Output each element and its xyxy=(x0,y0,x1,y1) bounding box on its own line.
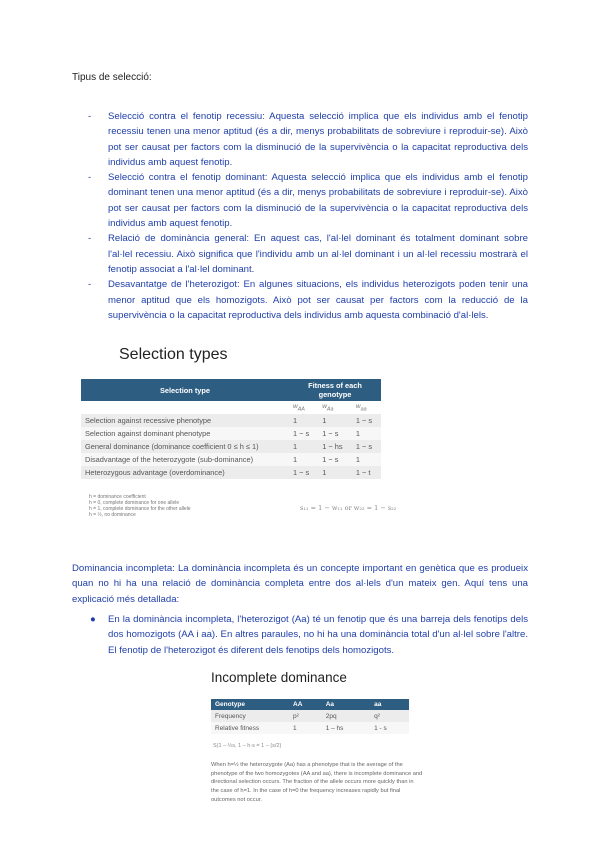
cell: 1 − t xyxy=(352,466,381,479)
cell: 1 − s xyxy=(289,427,318,440)
blank-cell xyxy=(81,401,289,414)
table-row xyxy=(81,427,381,440)
note-line: h = dominance coefficient xyxy=(89,494,146,500)
list-item-text: Selecció contra el fenotip recessiu: Aquesta selecció implica que els individus amb el fenotip recessiu tenen una menor aptitud (és a dir, menys probabilitats de sobreviure i reproduir-se). Això pot ser causat per factors com la disminució de la supervivència o la capacitat reproductiva dels individus amb aquest fenotip. xyxy=(108,111,528,168)
cell: 1 xyxy=(289,453,318,466)
col-aa: aa xyxy=(370,699,409,710)
note-line: h = ½, no dominance xyxy=(89,512,136,518)
cell: p² xyxy=(289,710,322,722)
page-heading: Tipus de selecció: xyxy=(72,72,152,83)
cell: 1 − s xyxy=(318,427,352,440)
list-item xyxy=(88,109,528,170)
cell: 1 - s xyxy=(370,722,409,734)
cell: 1 − s xyxy=(318,453,352,466)
table-header-row xyxy=(81,379,381,401)
selection-types-list xyxy=(88,109,528,323)
dash-marker: - xyxy=(88,233,92,245)
cell: 1 xyxy=(289,722,322,734)
selection-types-table xyxy=(81,379,381,479)
cell: 1 xyxy=(289,440,318,453)
list-item xyxy=(88,170,528,231)
cell: 1 − s xyxy=(352,440,381,453)
sub-waa: $w_{aa}$ xyxy=(352,401,381,414)
list-item-text: En la dominància incompleta, l'heterozigot (Aa) té un fenotip que és una barreja dels fenotips dels dos homozigots (AA i aa). En altres paraules, no hi ha una dominància total d'un al·lel sobre l'altre. El fenotip de l'heterozigot és diferent dels fenotips dels homozigots. xyxy=(108,614,528,656)
table-row xyxy=(81,440,381,453)
cell: 1 − hs xyxy=(318,440,352,453)
cell: 1 xyxy=(289,414,318,427)
list-item-text: Relació de dominància general: En aquest cas, l'al·lel dominant és totalment dominant sobre l'al·lel recessiu. Això significa que l'individu amb un al·lel dominant i un al·lel recessiu mostrarà el fenotip associat a l'al·lel dominant. xyxy=(108,233,528,275)
list-item-text: Selecció contra el fenotip dominant: Aquesta selecció implica que els individus amb el fenotip dominant tenen una menor aptitud (és a dir, menys probabilitats de sobreviure i reproduir-se). Això pot ser causat per factors com la disminució de la supervivència o la capacitat reproductiva dels individus amb aquest fenotip. xyxy=(108,172,528,230)
cell: 1 xyxy=(352,427,381,440)
figure1-notes xyxy=(89,494,191,518)
note-line: h = 0, complete dominance for one allele xyxy=(89,500,180,506)
figure2-formula: S(1 – ½s, 1 – h·s = 1 – (s/2) xyxy=(213,743,282,749)
sub-wAa: $w_{Aa}$ xyxy=(318,401,352,414)
cell: 1 − s xyxy=(352,414,381,427)
list-item xyxy=(88,277,528,323)
cell: q² xyxy=(370,710,409,722)
row-label: General dominance (dominance coefficient 0 ≤ h ≤ 1) xyxy=(81,440,289,453)
cell: 2pq xyxy=(322,710,370,722)
figure2-description: When h=½ the heterozygote (Aa) has a phenotype that is the average of the phenotype of the two homozygotes (AA and aa), there is incomplete dominance and directional selection occurs. The fraction of the allele occurs more quickly than in the case of h=1. In the case of h=0 the frequency increases rapidly but final outcomes not occur. xyxy=(211,762,423,803)
row-label: Relative fitness xyxy=(211,722,289,734)
list-item xyxy=(88,612,528,658)
cell: 1 xyxy=(318,466,352,479)
list-item-text: Desavantatge de l'heterozigot: En algunes situacions, els individus heterozigots poden tenir una menor aptitud que els homozigots. Això pot ser causat per factors com la reducció de la supervivència o la capacitat reproductiva dels individus amb aquesta combinació d'al·lels. xyxy=(108,279,528,321)
row-label: Selection against dominant phenotype xyxy=(81,427,289,440)
table-header-row xyxy=(211,699,409,710)
figure1-formula: s₁₁ = 1 − w₁₁ or w₂₂ = 1 − s₂₂ xyxy=(300,504,397,512)
cell: 1 xyxy=(352,453,381,466)
table-row xyxy=(81,453,381,466)
figure1-title: Selection types xyxy=(119,346,228,363)
note-line: h = 1, complete dominance for the other allele xyxy=(89,506,191,512)
dash-marker: - xyxy=(88,111,92,122)
list-item xyxy=(88,231,528,277)
dash-marker: - xyxy=(88,172,92,184)
cell: 1 xyxy=(318,414,352,427)
cell: 1 – hs xyxy=(322,722,370,734)
row-label: Selection against recessive phenotype xyxy=(81,414,289,427)
incomplete-dominance-paragraph: Dominancia incompleta: La dominància incompleta és un concepte important en genètica que es produeix quan no hi ha una relació de dominància completa entre dos al·lels d'un mateix gen. Aquí tens una explicació més detallada: xyxy=(72,563,528,605)
col-fitness: Fitness of each genotype xyxy=(289,379,381,401)
incomplete-dominance-list xyxy=(88,612,528,658)
table-row xyxy=(211,710,409,722)
dash-marker: - xyxy=(88,279,92,291)
col-genotype: Genotype xyxy=(211,699,289,710)
col-AA: AA xyxy=(289,699,322,710)
figure2-title: Incomplete dominance xyxy=(211,670,347,685)
col-selection-type: Selection type xyxy=(81,379,289,401)
cell: 1 − s xyxy=(289,466,318,479)
table-row xyxy=(211,722,409,734)
incomplete-dominance-table xyxy=(211,699,409,734)
table-subheader-row xyxy=(81,401,381,414)
table-row xyxy=(81,466,381,479)
col-Aa: Aa xyxy=(322,699,370,710)
row-label: Frequency xyxy=(211,710,289,722)
row-label: Disadvantage of the heterozygote (sub-dominance) xyxy=(81,453,289,466)
row-label: Heterozygous advantage (overdominance) xyxy=(81,466,289,479)
table-row xyxy=(81,414,381,427)
bullet-icon: ● xyxy=(90,614,96,625)
sub-wAA: $w_{AA}$ xyxy=(289,401,318,414)
